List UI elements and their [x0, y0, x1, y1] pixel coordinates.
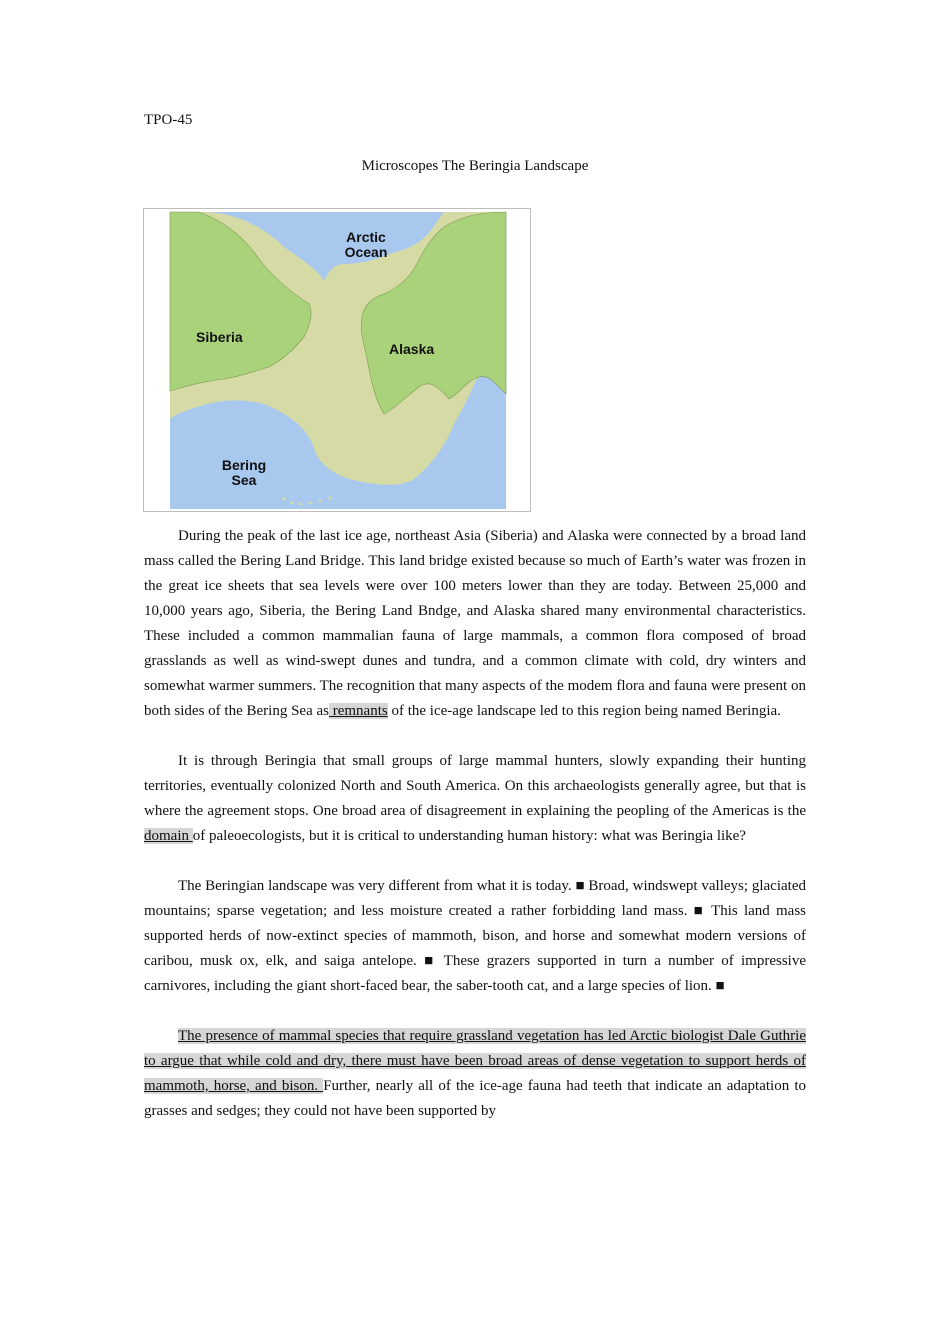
paragraph-1 — [144, 524, 806, 724]
paragraph-4 — [144, 1024, 806, 1124]
label-siberia: Siberia — [196, 329, 243, 345]
paragraph-2-text-end: of paleoecologists, but it is critical to understanding human history: what was Beringia like? — [192, 828, 746, 844]
label-arctic-ocean-line2: Ocean — [344, 244, 388, 260]
vocab-word-remnants[interactable]: remnants — [328, 703, 388, 719]
paragraph-3: The Beringian landscape was very different from what it is today. ■ Broad, windswept valleys; glaciated mountains; sparse vegetation; and less moisture created a rather forbidding land mass. ■ This land mass supported herds of now-extinct species of mammoth, bison, and horse and somewhat modern versions of caribou, musk ox, elk, and saiga antelope. ■ These grazers supported in turn a number of impressive carnivores, including the giant short-faced bear, the saber-tooth cat, and a large species of lion. ■ — [144, 878, 806, 994]
passage — [144, 524, 806, 1149]
label-bering-sea-line2: Sea — [231, 472, 257, 488]
page-title: Microscopes The Beringia Landscape — [361, 158, 589, 174]
beringia-map — [143, 208, 531, 512]
label-bering-sea-line1: Bering — [221, 457, 267, 473]
paragraph-1-text: During the peak of the last ice age, northeast Asia (Siberia) and Alaska were connected by a broad land mass called the Bering Land Bridge. This land bridge existed because so much of Earth’s water was frozen in the great ice sheets that sea levels were over 100 meters lower than they are today. Between 25,000 and 10,000 years ago, Siberia, the Bering Land Bndge, and Alaska shared many environmental characteristics. These included a common mammalian fauna of large mammals, a common flora composed of broad grasslands as well as wind-swept dunes and tundra, and a common climate with cold, dry winters and somewhat warmer summers. The recognition that many aspects of the modem flora and fauna were present on both sides of the Bering Sea as — [144, 528, 806, 719]
paragraph-4-text-end: Further, nearly all of the ice-age fauna had teeth that indicate an adaptation to grasses and sedges; they could not have been supported by — [144, 1078, 806, 1119]
paragraph-1-text-end: of the ice-age landscape led to this region being named Beringia. — [387, 703, 781, 719]
label-alaska: Alaska — [389, 341, 435, 357]
vocab-word-domain[interactable]: domain — [144, 828, 193, 844]
map-graphic — [144, 209, 530, 511]
label-arctic-ocean-line1: Arctic — [346, 229, 386, 245]
paragraph-2 — [144, 749, 806, 849]
document-id: TPO-45 — [144, 112, 193, 128]
paragraph-2-text: It is through Beringia that small groups of large mammal hunters, slowly expanding their hunting territories, eventually colonized North and South America. On this archaeologists generally agree, but that is where the agreement stops. One broad area of disagreement in explaining the peopling of the Americas is the — [144, 753, 806, 819]
highlighted-sentence[interactable]: The presence of mammal species that require grassland vegetation has led Arctic biologist Dale Guthrie to argue that while cold and dry, there must have been broad areas of dense vegetation to support herds of mammoth, horse, and bison. — [144, 1028, 806, 1094]
